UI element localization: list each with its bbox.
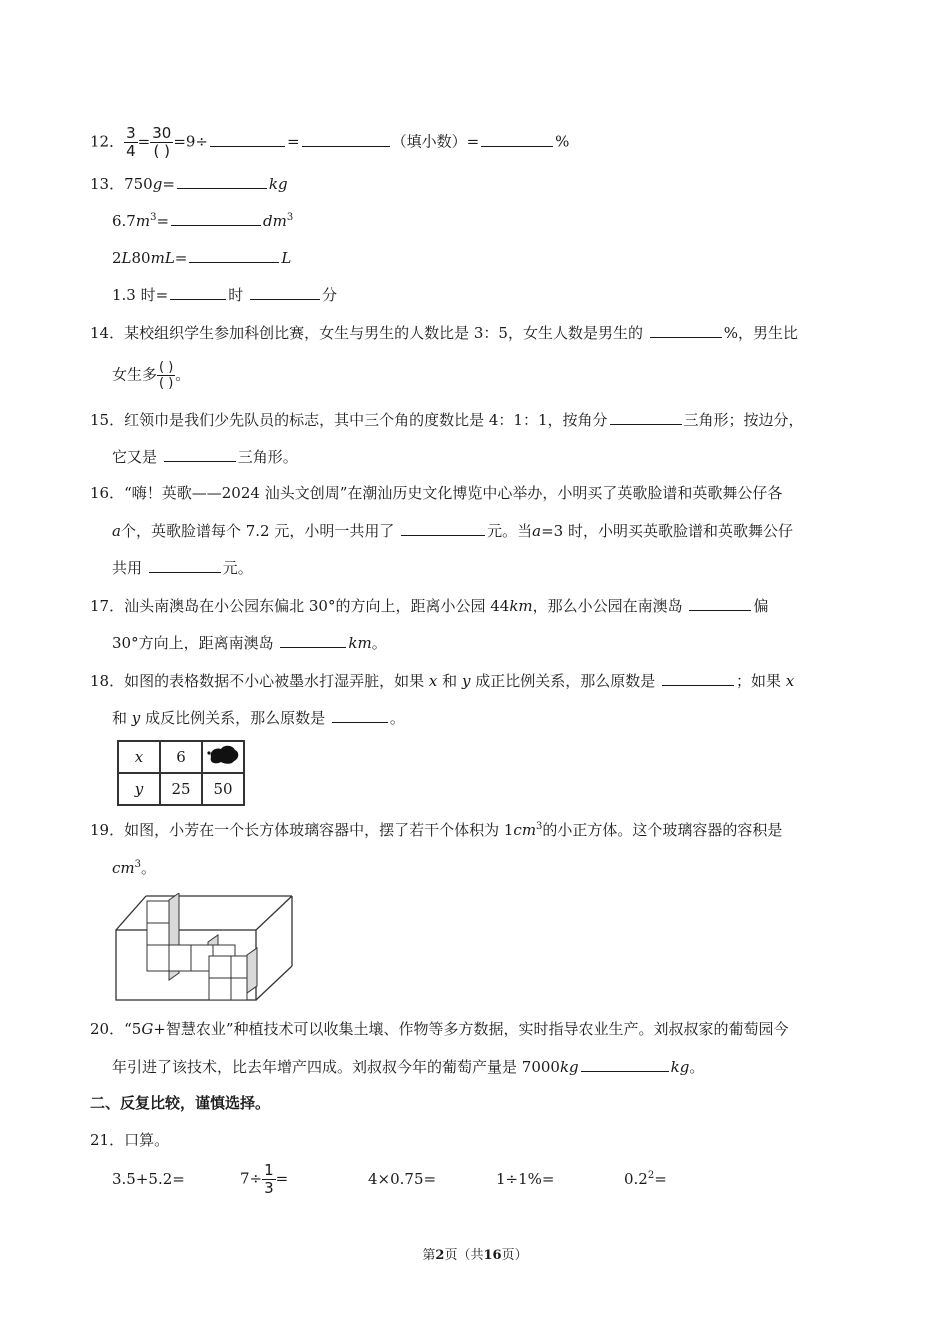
- blank[interactable]: [164, 446, 236, 462]
- blank[interactable]: [280, 632, 346, 648]
- question-14-line2: 女生多 $\frac{( )}{( )}$ 。: [112, 360, 191, 391]
- question-17-line2: 30°方向上，距离南澳岛 km。: [112, 634, 387, 652]
- expr-1: 3.5+5.2=: [112, 1170, 185, 1188]
- question-20-line2: 年引进了该技术，比去年增产四成。刘叔叔今年的葡萄产量是 7000kg kg。: [112, 1058, 705, 1076]
- question-12: 12． $\frac{3}{4}$ = $\frac{30}{( )}$ =9÷ = （填小数）= %: [90, 124, 570, 160]
- question-13-line2: $6.7m^3= dm^3$: [112, 212, 294, 230]
- blank[interactable]: [581, 1056, 669, 1072]
- ink-blot-cell: [202, 741, 244, 773]
- question-21-title: 21．口算。: [90, 1131, 170, 1149]
- blank[interactable]: [170, 284, 226, 300]
- question-17-line1: 17．汕头南澳岛在小公园东偏北 30°的方向上，距离小公园 44km，那么小公园在南澳岛 偏: [90, 597, 769, 615]
- question-14-line1: 14．某校组织学生参加科创比赛，女生与男生的人数比是 3：5，女生人数是男生的 %，男生比: [90, 324, 798, 342]
- blank[interactable]: [177, 173, 267, 189]
- fraction-30-blank: $\frac{30}{( )}$: [152, 124, 172, 160]
- fraction-1-3: $\frac{1}{3}$: [264, 1161, 274, 1197]
- blank[interactable]: [662, 670, 734, 686]
- question-15-line1: 15．红领巾是我们少先队员的标志，其中三个角的度数比是 4：1：1，按角分 三角形；按边分，: [90, 411, 804, 429]
- question-13-line3: 2L80mL= L: [112, 249, 292, 267]
- cell-x-label: x: [118, 741, 160, 773]
- fraction-3-4: $\frac{3}{4}$: [126, 124, 136, 160]
- question-18-line1: 18．如图的表格数据不小心被墨水打湿弄脏，如果 x 和 y 成正比例关系，那么原数是 ；如果 x: [90, 672, 795, 690]
- blank[interactable]: [171, 210, 261, 226]
- blank[interactable]: [149, 557, 221, 573]
- cell-y-value: 25: [160, 773, 202, 805]
- expr-5: $0.2^2=$: [624, 1170, 667, 1188]
- blank[interactable]: [650, 322, 722, 338]
- cell-x-value: 6: [160, 741, 202, 773]
- page-footer: 第2页（共16页）: [422, 1248, 528, 1263]
- blank[interactable]: [210, 131, 285, 147]
- blank[interactable]: [189, 247, 279, 263]
- blank[interactable]: [610, 409, 682, 425]
- question-19-line1: 19．如图，小芳在一个长方体玻璃容器中，摆了若干个体积为 $1cm^3$的小正方体。这个玻璃容器的容积是: [90, 821, 783, 839]
- question-16-line3: 共用 元。: [112, 559, 253, 577]
- glass-container-figure: [114, 893, 296, 1005]
- blank[interactable]: [332, 707, 388, 723]
- blank[interactable]: [481, 131, 553, 147]
- blank[interactable]: [302, 131, 390, 147]
- question-19-line2: $cm^3$。: [112, 859, 157, 877]
- expr-3: 4×0.75=: [368, 1170, 437, 1188]
- cell-y-label: y: [118, 773, 160, 805]
- blank[interactable]: [401, 520, 485, 536]
- ink-stained-table: [117, 740, 245, 806]
- expr-4: 1÷1%=: [496, 1170, 555, 1188]
- fraction-blank[interactable]: $\frac{( )}{( )}$: [159, 360, 174, 391]
- section-heading: 二、反复比较，谨慎选择。: [90, 1094, 271, 1112]
- ink-blot-icon: [205, 742, 241, 768]
- blank[interactable]: [250, 284, 320, 300]
- question-13-line1: 13．750g= kg: [90, 175, 288, 193]
- cell-y-value: 50: [202, 773, 244, 805]
- expr-2: 7÷ $\frac{1}{3}$ =: [240, 1161, 289, 1197]
- question-13-line4: 1.3 时= 时 分: [112, 286, 338, 304]
- question-15-line2: 它又是 三角形。: [112, 448, 298, 466]
- question-16-line1: 16．“嗨！英歌——2024 汕头文创周”在潮汕历史文化博览中心举办，小明买了英歌脸谱和英歌舞公仔各: [90, 484, 783, 502]
- question-18-line2: 和 y 成反比例关系，那么原数是 。: [112, 709, 405, 727]
- question-20-line1: 20．“5G+智慧农业”种植技术可以收集土壤、作物等多方数据，实时指导农业生产。刘叔叔家的葡萄园今: [90, 1020, 789, 1038]
- blank[interactable]: [689, 595, 751, 611]
- question-16-line2: a个，英歌脸谱每个 7.2 元，小明一共用了 元。当a=3 时，小明买英歌脸谱和英歌舞公仔: [112, 522, 793, 540]
